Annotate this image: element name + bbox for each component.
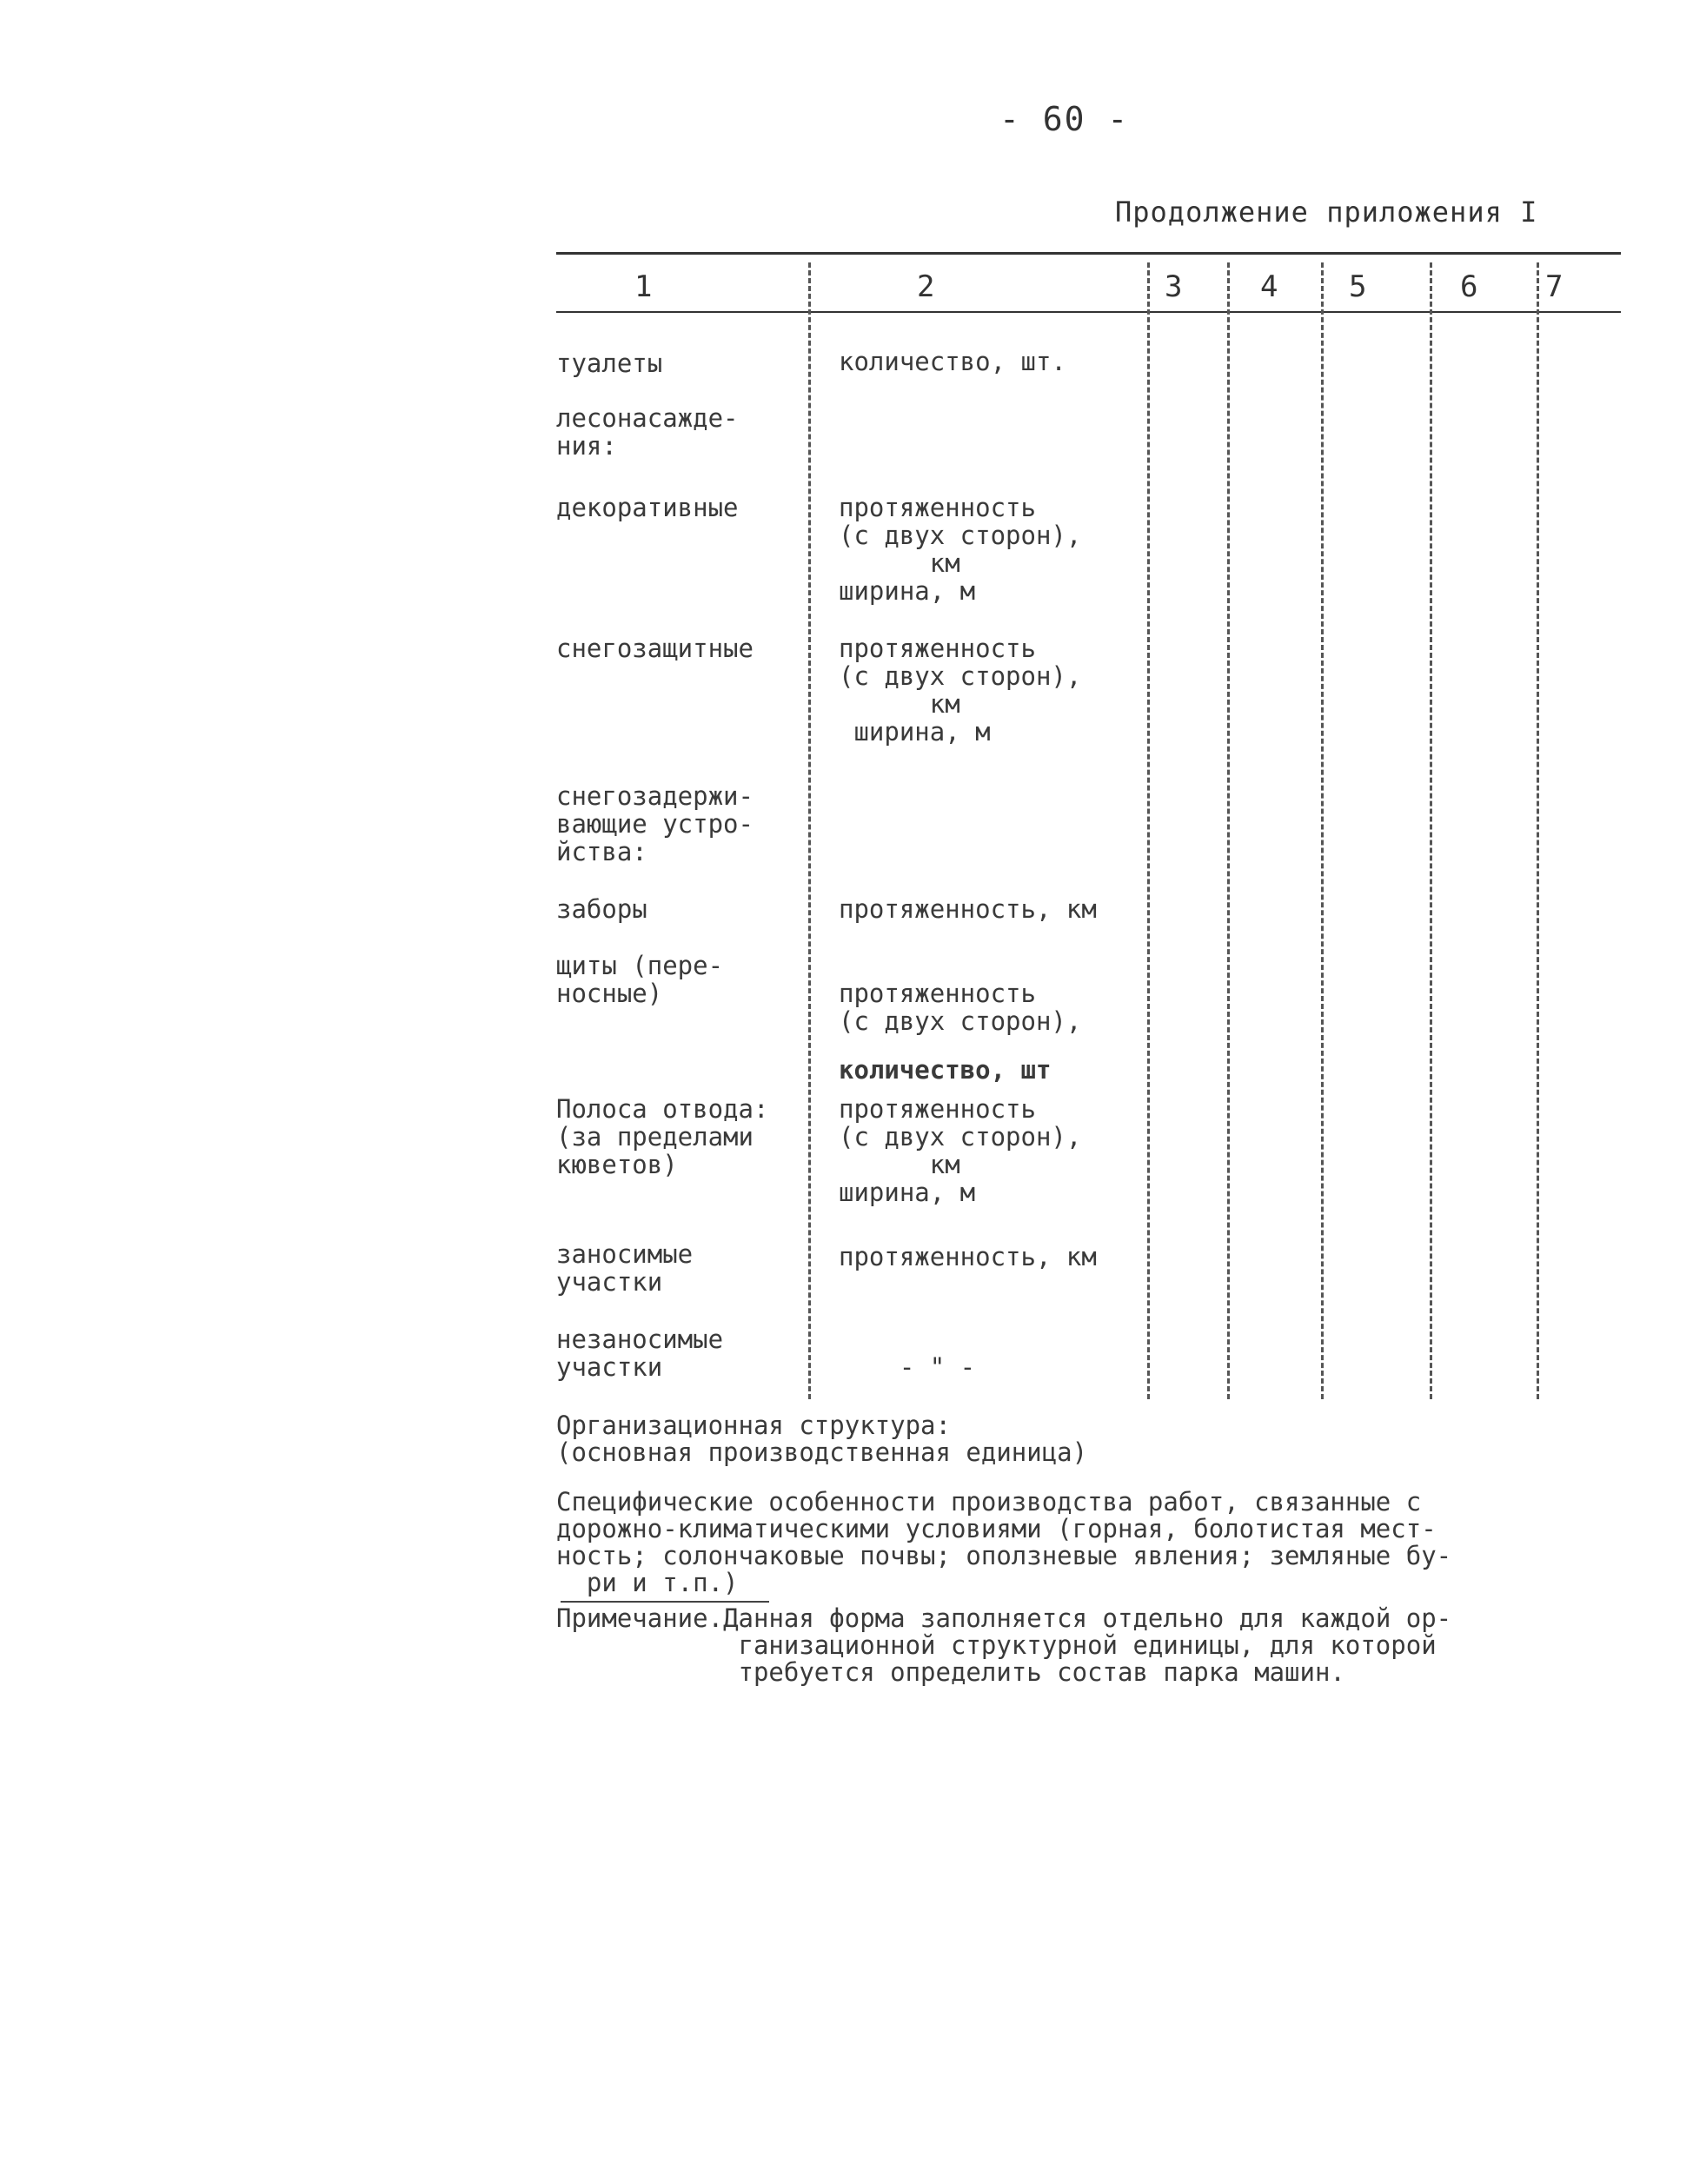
row-label: декоративные: [556, 493, 739, 522]
table-header-rule: [556, 311, 1621, 313]
note-label: Примечание.: [556, 1603, 724, 1633]
row-label: заносимые участки: [556, 1239, 694, 1297]
row-unit: количество, шт.: [839, 347, 1066, 376]
column-header-4: 4: [1260, 269, 1278, 304]
row-label: Полоса отвода: (за пределами кюветов): [556, 1094, 769, 1179]
row-unit: протяженность (с двух сторон), км ширина, м: [839, 493, 1082, 606]
column-divider: [1227, 262, 1230, 1399]
row-label: туалеты: [556, 349, 663, 378]
column-header-1: 1: [634, 269, 653, 304]
row-label: снегозадержи- вающие устро- йства:: [556, 781, 754, 866]
column-divider: [1321, 262, 1324, 1399]
column-header-6: 6: [1460, 269, 1478, 304]
column-header-2: 2: [917, 269, 935, 304]
page-number: - 60 -: [999, 100, 1130, 138]
row-label: заборы: [556, 894, 647, 924]
column-divider: [1537, 262, 1539, 1399]
column-header-5: 5: [1349, 269, 1367, 304]
row-unit: протяженность (с двух сторон), км ширина, м: [839, 1094, 1082, 1207]
column-header-3: 3: [1165, 269, 1183, 304]
column-header-7: 7: [1545, 269, 1564, 304]
specific-features: Специфические особенности производства работ, связанные с дорожно-климатическими условиями (горная, болотистая мест- ность; солончаковые почвы; оползневые явления; земляные бу- ри и т.п.): [556, 1487, 1452, 1597]
org-structure: Организационная структура: (основная производственная единица): [556, 1411, 1088, 1467]
row-unit: - " -: [899, 1352, 976, 1382]
column-divider: [808, 262, 811, 1399]
row-label: снегозащитные: [556, 634, 754, 663]
note-body: Данная форма заполняется отдельно для каждой ор- ганизационной структурной единицы, для которой требуется определить состав парка машин.: [723, 1603, 1452, 1687]
row-label: незаносимые участки: [556, 1324, 724, 1382]
note-text: [556, 1605, 1451, 1686]
continuation-caption: Продолжение приложения I: [1115, 196, 1538, 229]
row-unit: протяженность, км: [839, 1242, 1097, 1271]
row-unit: протяженность, км: [839, 894, 1097, 924]
underline-rule: [561, 1601, 769, 1603]
row-unit: протяженность (с двух сторон), км ширина, м: [839, 634, 1082, 747]
row-unit: протяженность (с двух сторон),: [839, 979, 1082, 1036]
row-unit: количество, шт: [839, 1055, 1052, 1085]
row-label: лесонасажде- ния:: [556, 403, 739, 461]
column-divider: [1147, 262, 1150, 1399]
row-label: щиты (пере- носные): [556, 951, 724, 1008]
table-top-rule: [556, 252, 1621, 255]
column-divider: [1430, 262, 1432, 1399]
